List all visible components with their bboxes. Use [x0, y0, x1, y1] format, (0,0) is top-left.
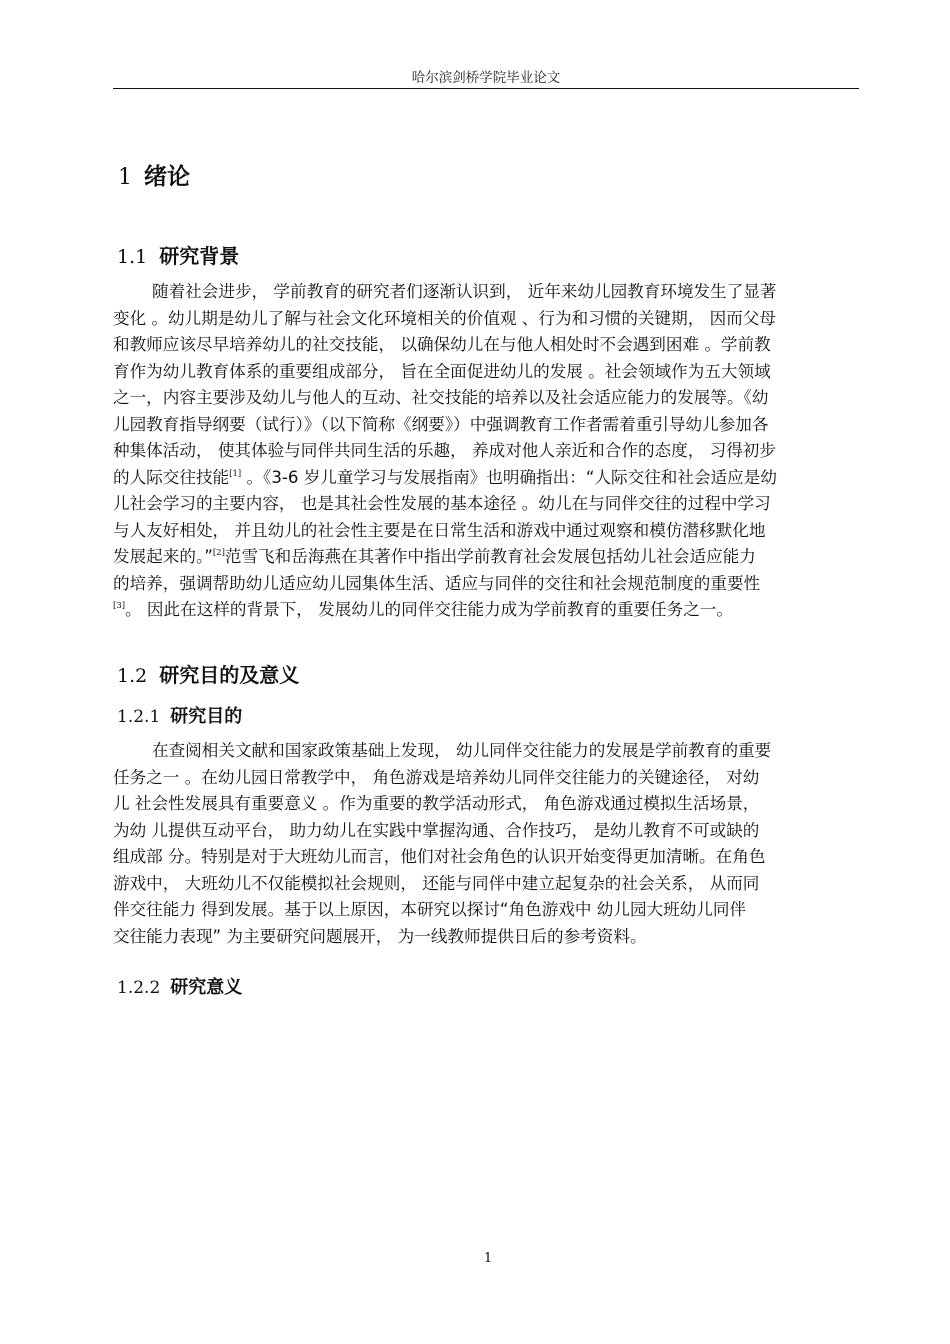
text-line: [113, 597, 883, 624]
text-line: 伴交往能力 得到发展。基于以上原因，本研究以探讨“角色游戏中 幼儿园大班幼儿同伴: [113, 900, 747, 919]
text-line: 与人友好相处， 并且幼儿的社会性主要是在日常生活和游戏中通过观察和模仿潜移默化地: [113, 520, 766, 540]
citation-marker: [2]: [212, 548, 225, 558]
text-fragment: 发展起来的。”: [113, 547, 213, 566]
section-1-2-heading: [117, 659, 299, 688]
citation-marker: [3]: [113, 601, 126, 611]
text-line: 游戏中， 大班幼儿不仅能模拟社会规则， 还能与同伴中建立起复杂的社会关系， 从而同: [113, 873, 760, 893]
text-fragment: 范雪飞和岳海燕在其著作中指出学前教育社会发展包括幼儿社会适应能力: [224, 547, 756, 566]
section-title: 研究背景: [159, 244, 240, 268]
header-rule: [113, 88, 859, 89]
section-number: 1.2: [117, 665, 148, 687]
text-line: 儿社会学习的主要内容， 也是其社会性发展的基本途径 。幼儿在与同伴交往的过程中学习: [113, 494, 771, 513]
text-line: 交往能力表现” 为主要研究问题展开， 为一线教师提供日后的参考资料。: [113, 926, 647, 946]
text-fragment: 。 因此在这样的背景下， 发展幼儿的同伴交往能力成为学前教育的重要任务之一。: [125, 600, 733, 619]
chapter-heading: [118, 158, 190, 191]
subsection-1-2-2-heading: [117, 973, 242, 999]
text-line: 育作为幼儿教育体系的重要组成部分， 旨在全面促进幼儿的发展 。社会领域作为五大领域: [113, 361, 771, 381]
text-fragment: 的人际交往技能: [113, 467, 230, 487]
purpose-paragraph: [113, 738, 883, 950]
text-line: 任务之一 。在幼儿园日常教学中， 角色游戏是培养幼儿同伴交往能力的关键途径， 对幼: [113, 767, 760, 787]
background-paragraph: [113, 279, 883, 624]
text-line: 和教师应该尽早培养幼儿的社交技能， 以确保幼儿在与他人相处时不会遇到困难 。学前教: [113, 335, 771, 354]
subsection-number: 1.2.2: [117, 978, 161, 998]
text-line: 为幼 儿提供互动平台， 助力幼儿在实践中掌握沟通、合作技巧， 是幼儿教育不可或缺的: [113, 820, 760, 840]
text-line: 变化 。幼儿期是幼儿了解与社会文化环境相关的价值观 、行为和习惯的关键期， 因而父母: [113, 308, 776, 328]
text-line: 之一，内容主要涉及幼儿与他人的互动、社交技能的培养以及社会适应能力的发展等。《幼: [113, 388, 769, 407]
subsection-title: 研究目的: [170, 706, 243, 727]
citation-marker: [1]: [229, 468, 242, 479]
text-line: 儿园教育指导纲要（试行）》（以下简称《纲要》）中强调教育工作者需着重引导幼儿参加各: [113, 414, 769, 434]
subsection-title: 研究意义: [170, 977, 243, 998]
text-fragment: 。《3-6 岁儿童学习与发展指南》也明确指出：“人际交往和社会适应是幼: [241, 467, 777, 487]
text-line: [113, 544, 883, 571]
running-header: 哈尔滨剑桥学院毕业论文: [411, 70, 561, 86]
page-number: 1: [483, 1251, 493, 1266]
text-line: 在查阅相关文献和国家政策基础上发现， 幼儿同伴交往能力的发展是学前教育的重要: [152, 741, 772, 760]
text-line: [113, 465, 883, 492]
chapter-title: 绪论: [144, 164, 190, 190]
text-line: 随着社会进步， 学前教育的研究者们逐渐认识到， 近年来幼儿园教育环境发生了显著: [152, 282, 777, 301]
text-line: 种集体活动， 使其体验与同伴共同生活的乐趣， 养成对他人亲近和合作的态度， 习得初步: [113, 441, 776, 460]
section-1-1-heading: [117, 240, 239, 269]
text-line: 儿 社会性发展具有重要意义 。作为重要的教学活动形式， 角色游戏通过模拟生活场景，: [113, 794, 760, 813]
chapter-number: 1: [118, 165, 132, 190]
text-line: 的培养，强调帮助幼儿适应幼儿园集体生活、适应与同伴的交往和社会规范制度的重要性: [113, 573, 761, 593]
section-number: 1.1: [117, 246, 148, 268]
section-title: 研究目的及意义: [159, 663, 300, 687]
subsection-number: 1.2.1: [117, 707, 161, 727]
text-line: 组成部 分。特别是对于大班幼儿而言，他们对社会角色的认识开始变得更加清晰。在角色: [113, 847, 766, 866]
subsection-1-2-1-heading: [117, 702, 242, 728]
